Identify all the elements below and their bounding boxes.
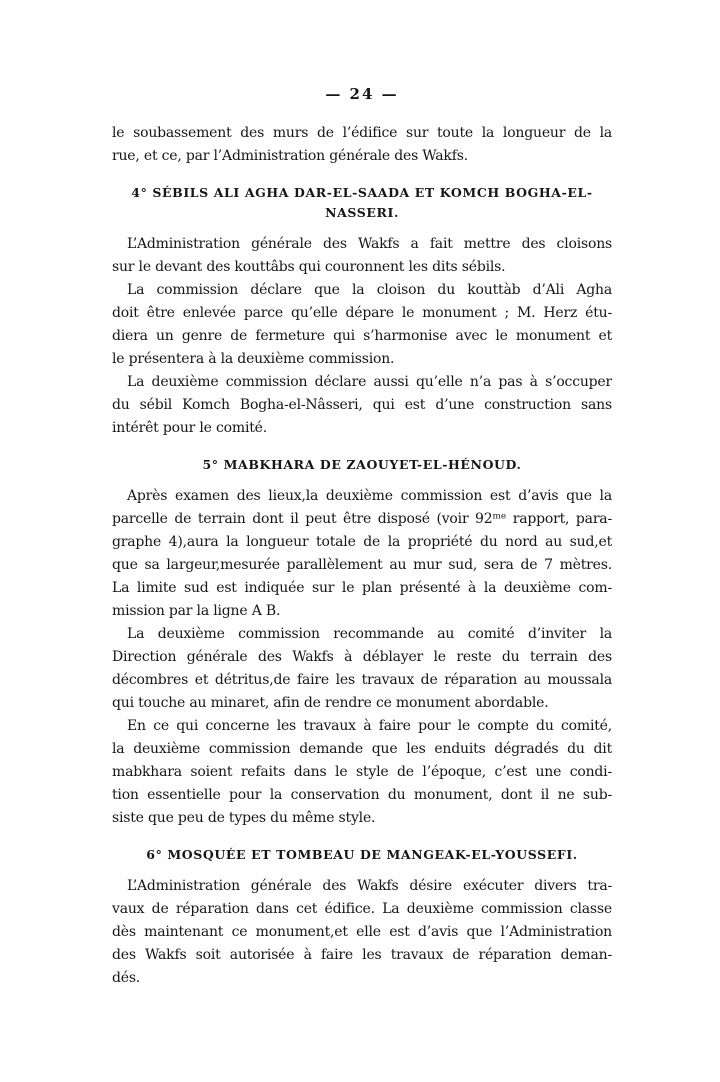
- text-line: intérêt pour le comité.: [112, 420, 268, 436]
- text-line: dès maintenant ce monument,et elle est d’avis que l’Administration: [112, 924, 612, 940]
- section-heading: 5° MABKHARA DE ZAOUYET-EL-HÉNOUD.: [202, 457, 522, 472]
- text-column: [112, 84, 612, 990]
- text-block: [112, 122, 612, 990]
- text-line: L’Administration générale des Wakfs désire exécuter divers tra-: [127, 878, 612, 894]
- text-line: vaux de réparation dans cet édifice. La deuxième commission classe: [112, 901, 612, 917]
- text-line: que sa largeur,mesurée parallèlement au mur sud, sera de 7 mètres.: [112, 557, 612, 573]
- text-line: La limite sud est indiquée sur le plan présenté à la deuxième com-: [112, 580, 612, 596]
- text-line: L’Administration générale des Wakfs a fait mettre des cloisons: [127, 236, 612, 252]
- text-line: le présentera à la deuxième commission.: [112, 351, 395, 367]
- paragraph: [112, 233, 612, 279]
- text-line: mission par la ligne A B.: [112, 603, 281, 619]
- section-heading: 6° MOSQUÉE ET TOMBEAU DE MANGEAK-EL-YOUSSEFI.: [146, 847, 578, 862]
- text-line: tion essentielle pour la conservation du monument, dont il ne sub-: [112, 787, 612, 803]
- text-line: doit être enlevée parce qu’elle dépare le monument ; M. Herz étu-: [112, 305, 612, 321]
- text-line: dés.: [112, 970, 141, 986]
- text-line: La commission déclare que la cloison du kouttàb d’Ali Agha: [127, 282, 612, 298]
- text-line: siste que peu de types du même style.: [112, 810, 376, 826]
- text-line: mabkhara soient refaits dans le style de l’époque, c’est une condi-: [112, 764, 612, 780]
- paragraph: [112, 875, 612, 990]
- text-line: le soubassement des murs de l’édifice sur toute la longueur de la: [112, 125, 612, 141]
- text-line: la deuxième commission demande que les enduits dégradés du dit: [112, 741, 612, 757]
- text-line: En ce qui concerne les travaux à faire pour le compte du comité,: [127, 718, 612, 734]
- text-line: Direction générale des Wakfs à déblayer le reste du terrain des: [112, 649, 612, 665]
- text-line: parcelle de terrain dont il peut être disposé (voir 92ᵐᵉ rapport, para-: [112, 511, 612, 527]
- paragraph: [112, 279, 612, 371]
- text-line: du sébil Komch Bogha-el-Nâsseri, qui est d’une construction sans: [112, 397, 612, 413]
- page-number: — 24 —: [325, 85, 399, 103]
- text-line: des Wakfs soit autorisée à faire les travaux de réparation deman-: [112, 947, 612, 963]
- text-line: qui touche au minaret, afin de rendre ce monument abordable.: [112, 695, 549, 711]
- text-line: rue, et ce, par l’Administration générale des Wakfs.: [112, 148, 468, 164]
- text-line: La deuxième commission recommande au comité d’inviter la: [127, 626, 612, 642]
- text-line: sur le devant des kouttâbs qui couronnent les dits sébils.: [112, 259, 506, 275]
- paragraph: [112, 715, 612, 830]
- text-line: décombres et détritus,de faire les travaux de réparation au moussala: [112, 672, 612, 688]
- paragraph: [112, 623, 612, 715]
- text-line: La deuxième commission déclare aussi qu’elle n’a pas à s’occuper: [127, 374, 612, 390]
- paragraph: [112, 122, 612, 168]
- text-line: Après examen des lieux,la deuxième commission est d’avis que la: [127, 488, 612, 504]
- paragraph: [112, 371, 612, 440]
- text-line: diera un genre de fermeture qui s’harmonise avec le monument et: [112, 328, 612, 344]
- paragraph: [112, 485, 612, 623]
- section-heading: 4° SÉBILS ALI AGHA DAR-EL-SAADA ET KOMCH BOGHA-EL-NASSERI.: [131, 185, 593, 220]
- text-line: graphe 4),aura la longueur totale de la propriété du nord au sud,et: [112, 534, 612, 550]
